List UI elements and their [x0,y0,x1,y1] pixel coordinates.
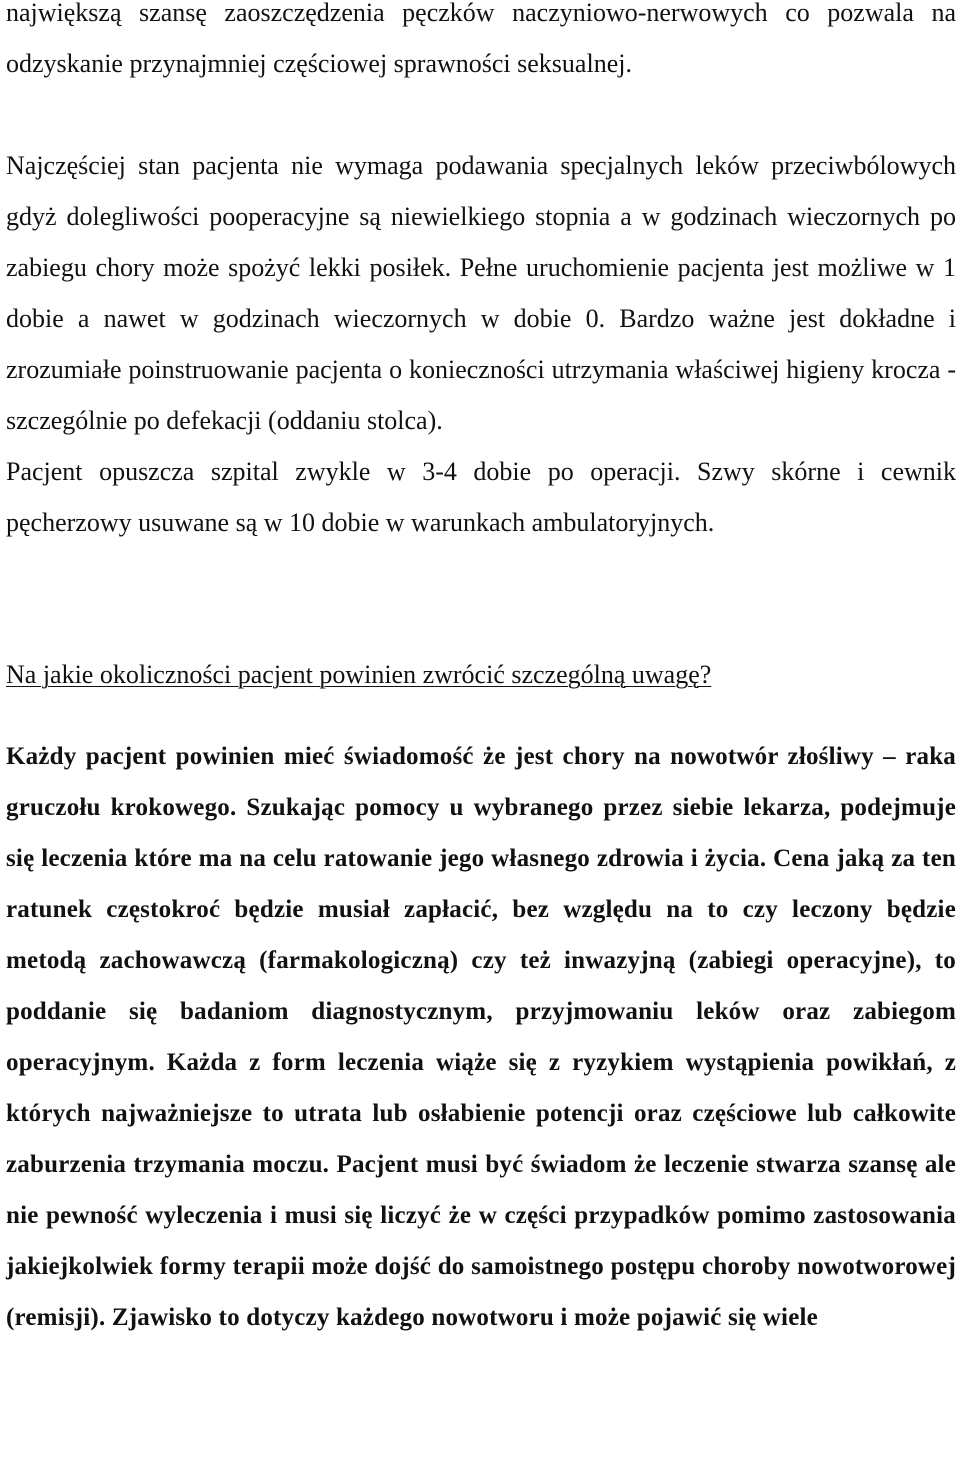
discharge-paragraph: Pacjent opuszcza szpital zwykle w 3-4 dobie po operacji. Szwy skórne i cewnik pęcherzowy usuwane są w 10 dobie w warunkach ambulatoryjnych. [6,457,956,537]
postoperative-recovery-paragraph: Najczęściej stan pacjenta nie wymaga podawania specjalnych leków przeciwbólowych gdyż dolegliwości pooperacyjne są niewielkiego stopnia a w godzinach wieczornych po zabiegu chory może spożyć lekki posiłek. Pełne uruchomienie pacjenta jest możliwe w 1 dobie a nawet w godzinach wieczornych w dobie 0. Bardzo ważne jest dokładne i zrozumiałe poinstruowanie pacjenta o konieczności utrzymania właściwej higieny krocza - szczególnie po defekacji (oddaniu stolca). [6,151,956,435]
intro-paragraph: największą szansę zaoszczędzenia pęczków naczyniowo-nerwowych co pozwala na odzyskanie przynajmniej częściowej sprawności seksualnej. [6,0,956,78]
patient-awareness-paragraph: Każdy pacjent powinien mieć świadomość że jest chory na nowotwór złośliwy – raka gruczołu krokowego. Szukając pomocy u wybranego przez siebie lekarza, podejmuje się leczenia które ma na celu ratowanie jego własnego zdrowia i życia. Cena jaką za ten ratunek częstokroć będzie musiał zapłacić, bez względu na to czy leczony będzie metodą zachowawczą (farmakologiczną) czy też inwazyjną (zabiegi operacyjne), to poddanie się badaniom diagnostycznym, przyjmowaniu leków oraz zabiegom operacyjnym. Każda z form leczenia wiąże się z ryzykiem wystąpienia powikłań, z których najważniejsze to utrata lub osłabienie potencji oraz częściowe lub całkowite zaburzenia trzymania moczu. Pacjent musi być świadom że leczenie stwarza szansę ale nie pewność wyleczenia i musi się liczyć że w części przypadków pomimo zastosowania jakiejkolwiek formy terapii może dojść do samoistnego postępu choroby nowotworowej (remisji). Zjawisko to dotyczy każdego nowotworu i może pojawić się wiele [6,743,956,1331]
question-heading: Na jakie okoliczności pacjent powinien zwrócić szczególną uwagę? [6,660,712,689]
